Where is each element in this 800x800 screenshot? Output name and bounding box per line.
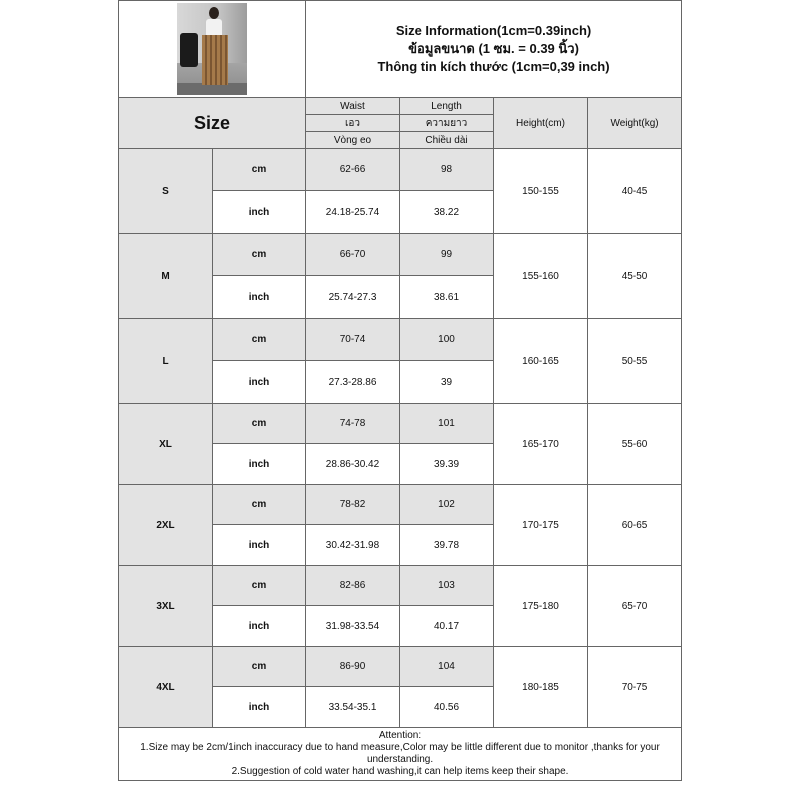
size-label: S [119,149,213,234]
waist-cm-value: 66-70 [306,234,400,276]
length-inch-value: 39.39 [400,444,494,485]
title-english: Size Information(1cm=0.39inch) [395,23,592,38]
size-row-cm [119,566,682,606]
weight-value: 50-55 [588,319,682,404]
length-cm-value: 98 [400,149,494,191]
waist-inch-value: 33.54-35.1 [306,687,400,728]
unit-inch-label: inch [213,606,306,647]
size-label: 3XL [119,566,213,647]
unit-inch-label: inch [213,444,306,485]
waist-header-en: Waist [306,98,400,115]
product-photo-cell [119,1,306,98]
height-value: 150-155 [494,149,588,234]
weight-header: Weight(kg) [588,98,682,149]
size-label: M [119,234,213,319]
unit-cm-label: cm [213,647,306,687]
attention-note-1: 1.Size may be 2cm/1inch inaccuracy due to hand measure,Color may be little different due to monitor ,thanks for your understanding. [140,742,660,765]
waist-header-th: เอว [306,115,400,132]
size-row-cm [119,234,682,276]
length-inch-value: 40.56 [400,687,494,728]
unit-cm-label: cm [213,485,306,525]
weight-value: 40-45 [588,149,682,234]
attention-heading: Attention: [378,730,422,741]
unit-cm-label: cm [213,319,306,361]
height-value: 180-185 [494,647,588,728]
size-info-title [306,1,682,98]
weight-value: 65-70 [588,566,682,647]
size-row-cm [119,149,682,191]
unit-inch-label: inch [213,276,306,319]
unit-inch-label: inch [213,525,306,566]
size-chart-table [118,0,682,781]
size-row-cm [119,647,682,687]
unit-inch-label: inch [213,687,306,728]
title-vietnamese: Thông tin kích thước (1cm=0,39 inch) [377,59,610,74]
waist-header-vi: Vòng eo [306,132,400,149]
length-cm-value: 100 [400,319,494,361]
size-row-cm [119,485,682,525]
unit-inch-label: inch [213,191,306,234]
waist-inch-value: 25.74-27.3 [306,276,400,319]
size-column-header: Size [119,98,306,149]
attention-notes [119,728,682,781]
length-inch-value: 38.61 [400,276,494,319]
unit-cm-label: cm [213,149,306,191]
length-inch-value: 40.17 [400,606,494,647]
waist-inch-value: 24.18-25.74 [306,191,400,234]
waist-cm-value: 86-90 [306,647,400,687]
length-cm-value: 99 [400,234,494,276]
model-photo-icon [177,3,247,95]
title-thai: ข้อมูลขนาด (1 ซม. = 0.39 นิ้ว) [408,41,579,56]
waist-cm-value: 70-74 [306,319,400,361]
height-value: 160-165 [494,319,588,404]
weight-value: 70-75 [588,647,682,728]
length-header-th: ความยาว [400,115,494,132]
waist-cm-value: 78-82 [306,485,400,525]
height-value: 155-160 [494,234,588,319]
waist-inch-value: 31.98-33.54 [306,606,400,647]
height-value: 170-175 [494,485,588,566]
length-inch-value: 39.78 [400,525,494,566]
weight-value: 55-60 [588,404,682,485]
header-row [119,1,682,98]
waist-cm-value: 74-78 [306,404,400,444]
length-header-en: Length [400,98,494,115]
length-cm-value: 101 [400,404,494,444]
size-row-cm [119,404,682,444]
unit-cm-label: cm [213,234,306,276]
attention-note-2: 2.Suggestion of cold water hand washing,it can help items keep their shape. [231,766,569,777]
waist-inch-value: 30.42-31.98 [306,525,400,566]
size-label: 2XL [119,485,213,566]
weight-value: 60-65 [588,485,682,566]
waist-cm-value: 82-86 [306,566,400,606]
length-cm-value: 103 [400,566,494,606]
length-inch-value: 39 [400,361,494,404]
waist-inch-value: 27.3-28.86 [306,361,400,404]
length-cm-value: 104 [400,647,494,687]
length-cm-value: 102 [400,485,494,525]
height-header: Height(cm) [494,98,588,149]
height-value: 175-180 [494,566,588,647]
weight-value: 45-50 [588,234,682,319]
waist-cm-value: 62-66 [306,149,400,191]
unit-cm-label: cm [213,404,306,444]
waist-inch-value: 28.86-30.42 [306,444,400,485]
size-label: 4XL [119,647,213,728]
size-row-cm [119,319,682,361]
unit-cm-label: cm [213,566,306,606]
size-label: XL [119,404,213,485]
length-inch-value: 38.22 [400,191,494,234]
unit-inch-label: inch [213,361,306,404]
size-label: L [119,319,213,404]
length-header-vi: Chiều dài [400,132,494,149]
height-value: 165-170 [494,404,588,485]
